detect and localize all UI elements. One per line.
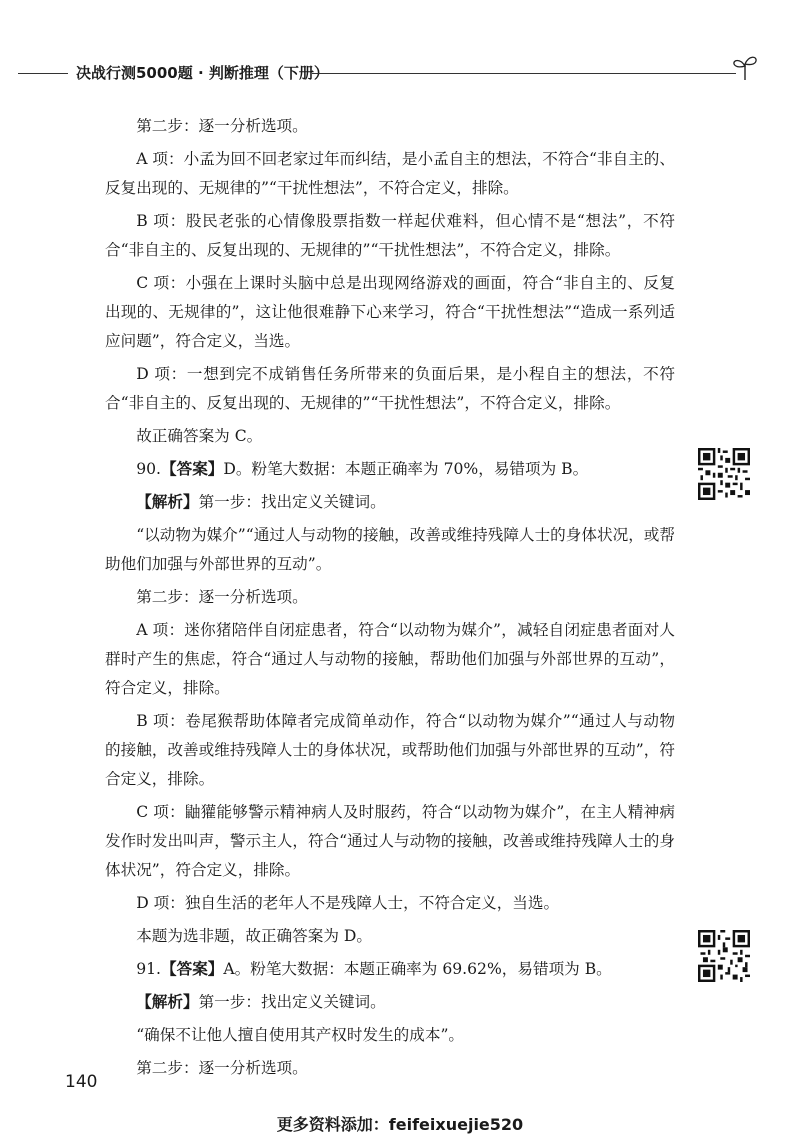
qr-code-graphic [698, 448, 750, 500]
paragraph: D 项：独自生活的老年人不是残障人士，不符合定义，当选。 [136, 894, 560, 912]
question-number: 90. [136, 460, 161, 478]
paragraph: “确保不让他人擅自使用其产权时发生的成本”。 [136, 1026, 465, 1044]
paragraph: 第二步：逐一分析选项。 [136, 117, 308, 135]
qr-code-icon[interactable] [698, 448, 750, 500]
page-header [0, 52, 800, 92]
header-rule-left [18, 73, 68, 74]
qr-code-graphic [698, 930, 750, 982]
paragraph: 本题为选非题，故正确答案为 D。 [136, 927, 372, 945]
analysis-text: 第一步：找出定义关键词。 [198, 993, 386, 1011]
page-content [105, 112, 675, 1087]
footer-note: 更多资料添加：feifeixuejie520 [276, 1115, 524, 1134]
paragraph: C 项：鼬獾能够警示精神病人及时服药，符合“以动物为媒介”，在主人精神病发作时发出叫声，警示主人，符合“通过人与动物的接触，改善或维持残障人士的身体状况”，符合定义，排除。 [105, 803, 675, 879]
paragraph: B 项：股民老张的心情像股票指数一样起伏难料，但心情不是“想法”，不符合“非自主的、反复出现的、无规律的”“干扰性想法”，不符合定义，排除。 [105, 212, 675, 259]
answer-text: A。粉笔大数据：本题正确率为 69.62%，易错项为 B。 [223, 960, 612, 978]
paragraph: C 项：小强在上课时头脑中总是出现网络游戏的画面，符合“非自主的、反复出现的、无规律的”，这让他很难静下心来学习，符合“干扰性想法”“造成一系列适应问题”，符合定义，当选。 [105, 274, 675, 350]
paragraph: 第二步：逐一分析选项。 [136, 1059, 308, 1077]
answer-tag: 【答案】 [161, 460, 224, 478]
paragraph: A 项：迷你猪陪伴自闭症患者，符合“以动物为媒介”，减轻自闭症患者面对人群时产生的焦虑，符合“通过人与动物的接触，帮助他们加强与外部世界的互动”，符合定义，排除。 [105, 621, 675, 697]
analysis-line-91 [105, 988, 675, 1017]
page-number: 140 [65, 1072, 98, 1092]
paragraph: 故正确答案为 C。 [136, 427, 263, 445]
header-rule-right [312, 73, 736, 74]
analysis-tag: 【解析】 [136, 493, 199, 511]
paragraph: D 项：一想到完不成销售任务所带来的负面后果，是小程自主的想法，不符合“非自主的、反复出现的、无规律的”“干扰性想法”，不符合定义，排除。 [105, 365, 675, 412]
question-number: 91. [136, 960, 161, 978]
paragraph: “以动物为媒介”“通过人与动物的接触，改善或维持残障人士的身体状况，或帮助他们加强与外部世界的互动”。 [105, 526, 675, 573]
paragraph: A 项：小孟为回不回老家过年而纠结，是小孟自主的想法，不符合“非自主的、反复出现的、无规律的”“干扰性想法”，不符合定义，排除。 [105, 150, 675, 197]
header-title: 决战行测5000题 · 判断推理（下册） [76, 64, 329, 82]
answer-line-91 [105, 955, 675, 984]
paragraph: 第二步：逐一分析选项。 [136, 588, 308, 606]
answer-text: D。粉笔大数据：本题正确率为 70%，易错项为 B。 [223, 460, 589, 478]
answer-tag: 【答案】 [161, 960, 224, 978]
analysis-text: 第一步：找出定义关键词。 [198, 493, 386, 511]
analysis-tag: 【解析】 [136, 993, 199, 1011]
qr-code-icon[interactable] [698, 930, 750, 982]
paragraph: B 项：卷尾猴帮助体障者完成简单动作，符合“以动物为媒介”“通过人与动物的接触，改善或维持残障人士的身体状况，或帮助他们加强与外部世界的互动”，符合定义，排除。 [105, 712, 675, 788]
analysis-line-90 [105, 488, 675, 517]
answer-line-90 [105, 455, 675, 484]
sprout-icon [730, 52, 760, 82]
